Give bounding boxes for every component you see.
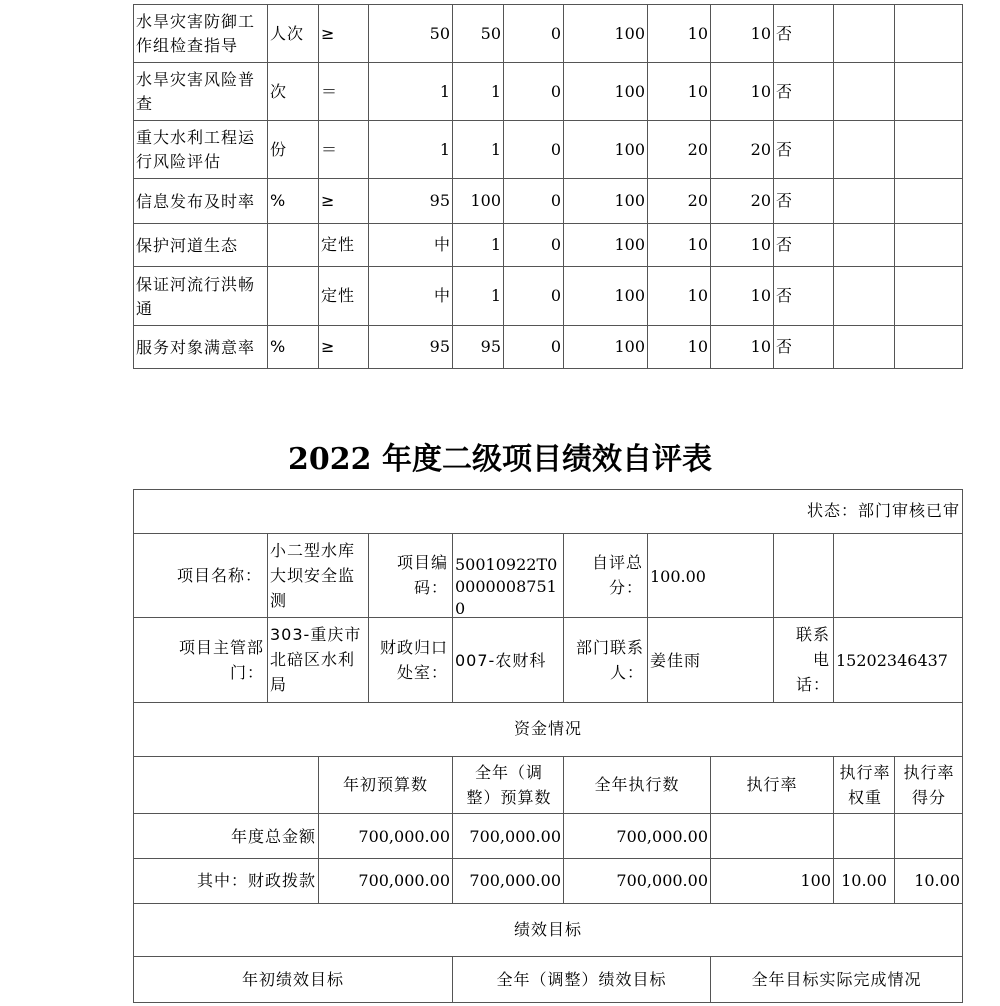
indicator-op-cell: 定性: [321, 286, 356, 305]
contact-label: 部门联系人：: [575, 638, 644, 682]
total-score-value: 100.00: [650, 567, 706, 586]
indicator-name-cell: 保护河道生态: [136, 235, 239, 255]
indicator-rate-cell: 100: [614, 337, 645, 356]
indicator-score-cell: 10: [750, 82, 771, 101]
indicator-op-cell: ＝: [321, 82, 339, 101]
indicator-target-cell: 中: [433, 235, 450, 254]
indicator-weight-cell: 10: [687, 235, 708, 254]
row-fiscal-executed: 700,000.00: [616, 871, 708, 890]
indicator-diff-cell: 0: [550, 24, 561, 43]
row-fiscal-label: 其中：财政拨款: [196, 871, 316, 890]
total-score-label: 自评总分：: [591, 553, 643, 597]
indicator-score-cell: 10: [750, 24, 771, 43]
indicator-score-cell: 10: [750, 286, 771, 305]
finance-label: 财政归口处室：: [379, 638, 448, 682]
indicator-diff-cell: 0: [550, 286, 561, 305]
indicator-diff-cell: 0: [550, 191, 561, 210]
indicator-target-cell: 1: [439, 82, 450, 101]
dept-label: 项目主管部门：: [178, 638, 264, 682]
finance-value: 007-农财科: [455, 651, 547, 670]
indicator-diff-cell: 0: [550, 140, 561, 159]
row-total-initial: 700,000.00: [358, 827, 450, 846]
row-total-adjusted: 700,000.00: [469, 827, 561, 846]
indicator-rate-cell: 100: [614, 286, 645, 305]
indicator-op-cell: 定性: [321, 235, 356, 254]
indicator-flag-cell: 否: [776, 286, 794, 305]
indicator-weight-cell: 10: [687, 337, 708, 356]
col-executed: 全年执行数: [594, 775, 680, 794]
indicator-name-cell: 服务对象满意率: [136, 337, 256, 357]
project-code-value: 50010922T000000087510: [455, 555, 558, 618]
funds-header: 资金情况: [513, 719, 582, 738]
indicator-actual-cell: 1: [490, 235, 501, 254]
project-code-label: 项目编码：: [396, 553, 448, 597]
row-fiscal-rate: 100: [800, 871, 831, 890]
indicator-weight-cell: 20: [687, 140, 708, 159]
indicator-name-cell: 重大水利工程运行风险评估: [136, 128, 256, 171]
indicator-name-cell: 保证河流行洪畅通: [136, 274, 256, 318]
row-fiscal-weight: 10.00: [841, 871, 887, 890]
col-rate-weight: 执行率权重: [839, 763, 891, 807]
indicator-target-cell: 中: [433, 286, 450, 305]
project-name-value: 小二型水库大坝安全监测: [270, 541, 356, 610]
indicator-target-cell: 1: [439, 140, 450, 159]
phone-value: 15202346437: [836, 651, 948, 670]
indicator-score-cell: 10: [750, 337, 771, 356]
indicator-rate-cell: 100: [614, 235, 645, 254]
indicator-rate-cell: 100: [614, 24, 645, 43]
indicator-weight-cell: 10: [687, 82, 708, 101]
indicator-flag-cell: 否: [776, 140, 794, 159]
indicator-flag-cell: 否: [776, 191, 794, 210]
row-total-executed: 700,000.00: [616, 827, 708, 846]
indicator-rate-cell: 100: [614, 140, 645, 159]
indicator-diff-cell: 0: [550, 235, 561, 254]
indicator-op-cell: ≥: [321, 24, 336, 43]
indicator-name-cell: 水旱灾害防御工作组检查指导: [136, 12, 256, 55]
indicator-weight-cell: 10: [687, 24, 708, 43]
dept-value: 303-重庆市北碚区水利局: [270, 625, 362, 694]
indicator-unit-cell: %: [270, 337, 287, 356]
indicator-weight-cell: 20: [687, 191, 708, 210]
indicator-score-cell: 20: [750, 191, 771, 210]
indicator-unit-cell: 份: [270, 140, 288, 159]
row-total-label: 年度总金额: [230, 827, 316, 846]
row-fiscal-initial: 700,000.00: [358, 871, 450, 890]
indicator-flag-cell: 否: [776, 24, 794, 43]
col-exec-rate: 执行率: [746, 775, 798, 794]
status-text: 状态：部门审核已审: [806, 501, 960, 520]
indicator-actual-cell: 1: [490, 286, 501, 305]
indicator-weight-cell: 10: [687, 286, 708, 305]
indicator-op-cell: ＝: [321, 140, 339, 159]
goal-adjusted-header: 全年（调整）绩效目标: [496, 970, 667, 989]
indicator-name-cell: 信息发布及时率: [136, 191, 256, 211]
indicator-op-cell: ≥: [321, 191, 336, 210]
indicator-rate-cell: 100: [614, 191, 645, 210]
indicator-actual-cell: 1: [490, 82, 501, 101]
goal-actual-header: 全年目标实际完成情况: [751, 970, 922, 989]
indicator-score-cell: 20: [750, 140, 771, 159]
indicator-actual-cell: 50: [480, 24, 501, 43]
indicator-score-cell: 10: [750, 235, 771, 254]
page-title: 2022 年度二级项目绩效自评表: [288, 442, 712, 477]
indicator-actual-cell: 1: [490, 140, 501, 159]
col-rate-score: 执行率得分: [903, 763, 955, 807]
phone-label: 联系电话：: [795, 625, 830, 694]
indicator-target-cell: 95: [429, 191, 450, 210]
indicator-name-cell: 水旱灾害风险普查: [136, 70, 256, 113]
indicator-target-cell: 50: [429, 24, 450, 43]
col-initial-budget: 年初预算数: [342, 775, 428, 794]
project-name-label: 项目名称：: [176, 566, 262, 585]
contact-value: 姜佳雨: [650, 651, 702, 670]
indicator-unit-cell: 人次: [270, 24, 305, 43]
indicator-actual-cell: 100: [470, 191, 501, 210]
indicator-unit-cell: 次: [270, 82, 288, 101]
goals-header: 绩效目标: [513, 920, 582, 939]
goal-initial-header: 年初绩效目标: [241, 970, 344, 989]
indicator-actual-cell: 95: [480, 337, 501, 356]
indicator-diff-cell: 0: [550, 82, 561, 101]
row-fiscal-adjusted: 700,000.00: [469, 871, 561, 890]
indicator-target-cell: 95: [429, 337, 450, 356]
indicator-flag-cell: 否: [776, 82, 794, 101]
indicator-flag-cell: 否: [776, 235, 794, 254]
indicator-diff-cell: 0: [550, 337, 561, 356]
indicator-rate-cell: 100: [614, 82, 645, 101]
row-fiscal-score: 10.00: [914, 871, 960, 890]
col-adjusted-budget: 全年（调整）预算数: [466, 763, 552, 807]
indicator-unit-cell: %: [270, 191, 287, 210]
indicator-flag-cell: 否: [776, 337, 794, 356]
indicator-op-cell: ≥: [321, 337, 336, 356]
